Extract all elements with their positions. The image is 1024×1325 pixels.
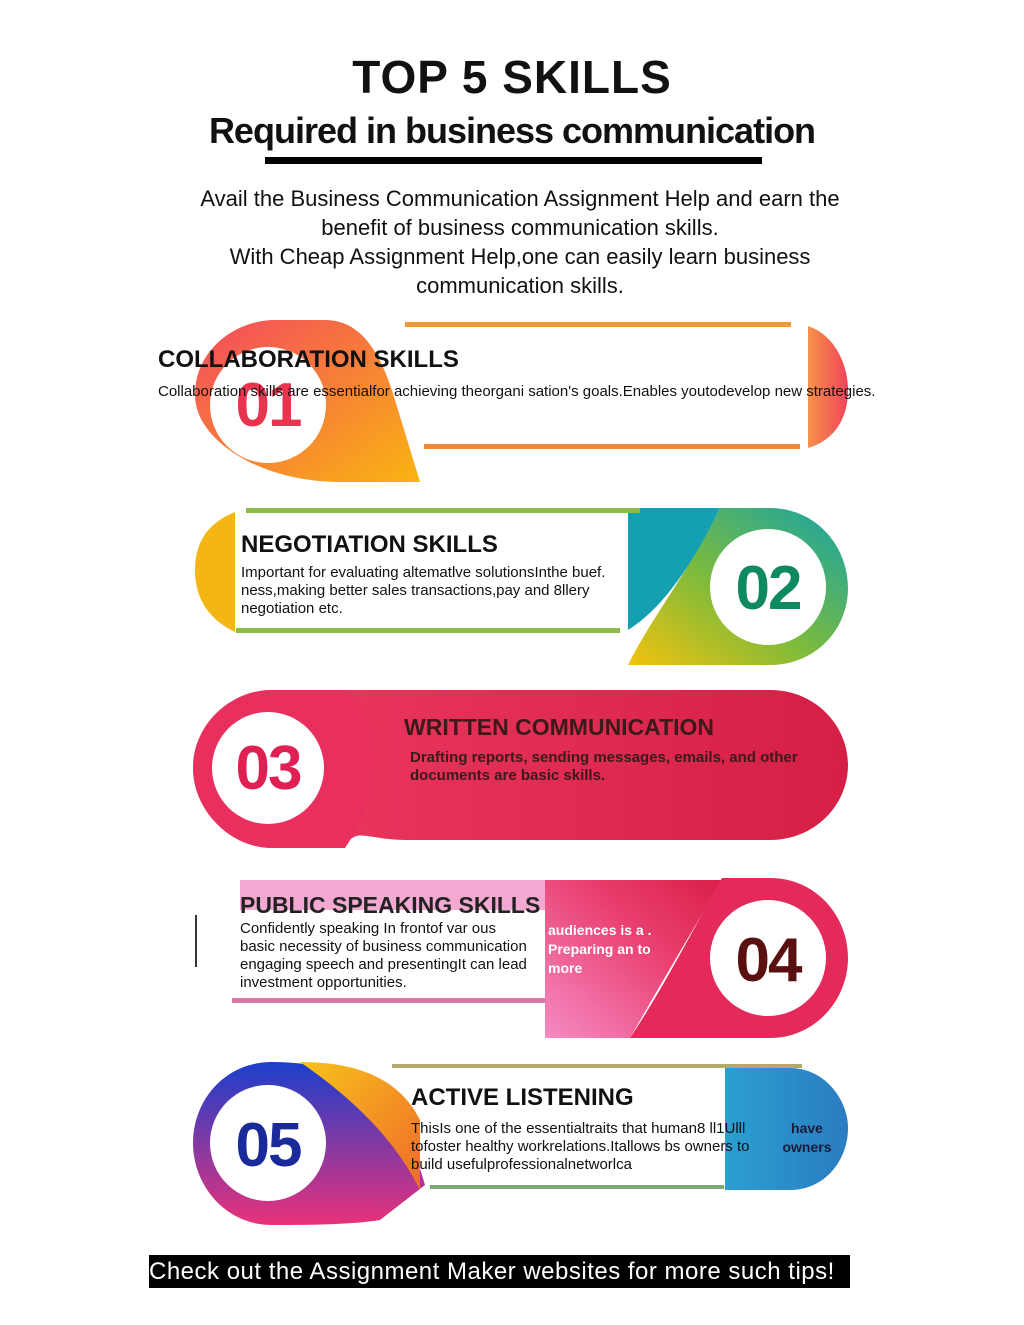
skill-4-number: 04 <box>735 926 801 995</box>
skill-1-title: COLLABORATION SKILLS <box>158 346 459 373</box>
page-title: TOP 5 SKILLS <box>352 51 672 103</box>
skill-4-title: PUBLIC SPEAKING SKILLS <box>240 892 541 918</box>
skill-1-description: Collaboration skills are essentialfor achieving theorgani sation's goals.Enables youtodevelop new strategies. <box>158 383 876 400</box>
skill-4-description: Confidently speaking In frontof var ous basic necessity of business communication engaging speech and presentingIt can lead investment opportunities. <box>240 920 530 992</box>
skill-5-description: ThisIs one of the essentialtraits that human8 ll1Ulll tofoster healthy workrelations.Itallows bs owners to build usefulprofessionalnetworlca <box>411 1120 750 1173</box>
intro-line-4: communication skills. <box>416 273 624 298</box>
skill-2-title: NEGOTIATION SKILLS <box>241 531 498 558</box>
skill-2-number: 02 <box>735 554 801 623</box>
skill-4-overflow-text: audiences is a . Preparing an to more <box>548 922 652 976</box>
intro-line-2: benefit of business communication skills. <box>321 215 719 240</box>
footer-banner: Check out the Assignment Maker websites for more such tips! <box>149 1255 850 1288</box>
intro-line-1: Avail the Business Communication Assignment Help and earn the <box>200 186 840 211</box>
skill-3-description: Drafting reports, sending messages, emails, and other documents are basic skills. <box>410 749 798 784</box>
skill-5-title: ACTIVE LISTENING <box>411 1084 634 1111</box>
intro-line-3: With Cheap Assignment Help,one can easily learn business <box>229 244 811 269</box>
skill-3-title: WRITTEN COMMUNICATION <box>404 714 715 740</box>
skill-1-number: 01 <box>235 371 301 440</box>
skill-5-overflow-text: have owners <box>782 1120 832 1155</box>
skill-3-number: 03 <box>235 734 301 803</box>
skill-5-number: 05 <box>235 1111 301 1180</box>
skill-2-description: Important for evaluating altematlve solutionsInthe buef. ness,making better sales transactions,pay and 8llery negotiation etc. <box>241 564 606 617</box>
page-subtitle: Required in business communication <box>208 110 816 151</box>
